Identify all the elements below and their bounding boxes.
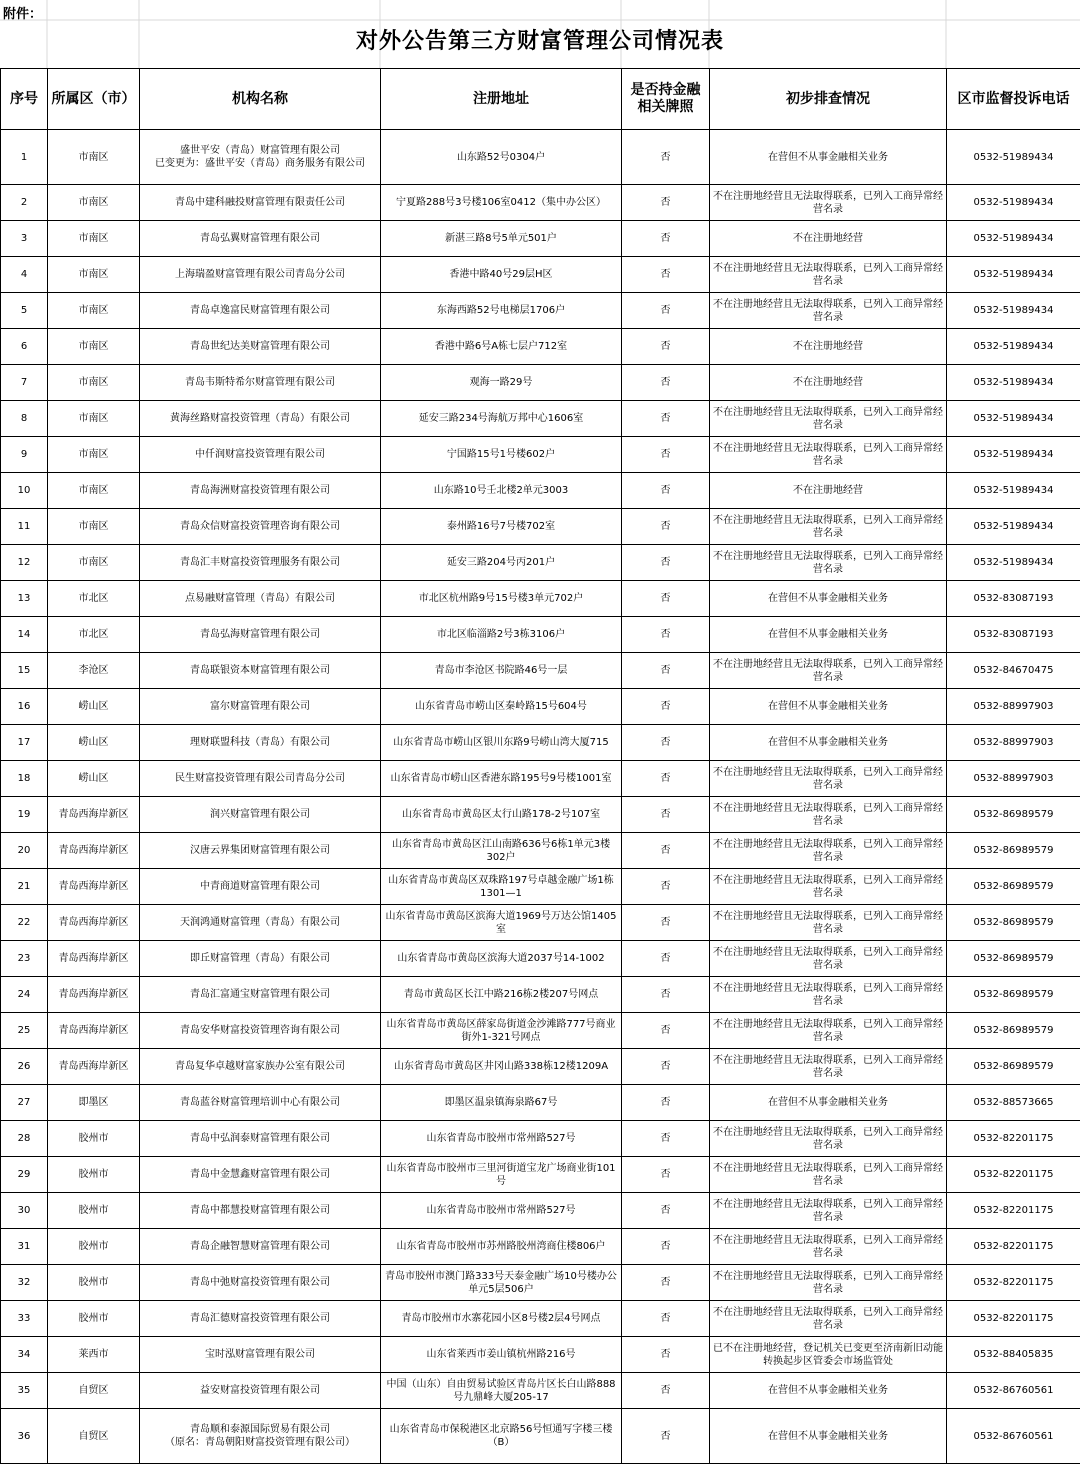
cell-complaint-phone: 0532-51989434 bbox=[947, 437, 1080, 473]
cell-complaint-phone: 0532-51989434 bbox=[947, 293, 1080, 329]
cell-company-name: 青岛弘海财富管理有限公司 bbox=[140, 617, 381, 653]
cell-district: 市南区 bbox=[48, 293, 140, 329]
cell-complaint-phone: 0532-82201175 bbox=[947, 1121, 1080, 1157]
cell-license: 否 bbox=[622, 941, 710, 977]
table-header-row bbox=[1, 69, 1080, 130]
cell-index: 31 bbox=[1, 1229, 48, 1265]
table-row bbox=[1, 905, 1080, 941]
cell-company-name: 青岛中弘润泰财富管理有限公司 bbox=[140, 1121, 381, 1157]
cell-complaint-phone: 0532-86989579 bbox=[947, 941, 1080, 977]
cell-investigation: 不在注册地经营 bbox=[710, 221, 947, 257]
cell-investigation: 不在注册地经营且无法取得联系，已列入工商异常经营名录 bbox=[710, 653, 947, 689]
cell-index: 18 bbox=[1, 761, 48, 797]
cell-address: 山东省青岛市黄岛区滨海大道2037号14-1002 bbox=[381, 941, 622, 977]
cell-complaint-phone: 0532-82201175 bbox=[947, 1193, 1080, 1229]
cell-address: 观海一路29号 bbox=[381, 365, 622, 401]
cell-company-name: 中仟润财富投资管理有限公司 bbox=[140, 437, 381, 473]
cell-complaint-phone: 0532-51989434 bbox=[947, 473, 1080, 509]
table-row bbox=[1, 545, 1080, 581]
cell-investigation: 不在注册地经营且无法取得联系，已列入工商异常经营名录 bbox=[710, 977, 947, 1013]
cell-address: 山东省青岛市崂山区秦岭路15号604号 bbox=[381, 689, 622, 725]
cell-district: 市南区 bbox=[48, 545, 140, 581]
cell-index: 14 bbox=[1, 617, 48, 653]
cell-investigation: 不在注册地经营且无法取得联系，已列入工商异常经营名录 bbox=[710, 1049, 947, 1085]
cell-district: 胶州市 bbox=[48, 1265, 140, 1301]
cell-district: 胶州市 bbox=[48, 1229, 140, 1265]
cell-investigation: 在营但不从事金融相关业务 bbox=[710, 130, 947, 185]
cell-license: 否 bbox=[622, 725, 710, 761]
cell-district: 李沧区 bbox=[48, 653, 140, 689]
cell-complaint-phone: 0532-86989579 bbox=[947, 1049, 1080, 1085]
cell-index: 15 bbox=[1, 653, 48, 689]
cell-company-name: 青岛中金慧鑫财富管理有限公司 bbox=[140, 1157, 381, 1193]
cell-index: 35 bbox=[1, 1373, 48, 1409]
cell-index: 30 bbox=[1, 1193, 48, 1229]
cell-complaint-phone: 0532-88997903 bbox=[947, 725, 1080, 761]
cell-company-name: 青岛中都慧投财富管理有限公司 bbox=[140, 1193, 381, 1229]
cell-district: 青岛西海岸新区 bbox=[48, 905, 140, 941]
cell-investigation: 不在注册地经营且无法取得联系，已列入工商异常经营名录 bbox=[710, 833, 947, 869]
cell-license: 否 bbox=[622, 1049, 710, 1085]
cell-index: 2 bbox=[1, 185, 48, 221]
cell-investigation: 不在注册地经营且无法取得联系，已列入工商异常经营名录 bbox=[710, 545, 947, 581]
cell-license: 否 bbox=[622, 1085, 710, 1121]
cell-address: 山东省青岛市黄岛区江山南路636号6栋1单元3楼302户 bbox=[381, 833, 622, 869]
cell-license: 否 bbox=[622, 761, 710, 797]
cell-address: 香港中路40号29层H区 bbox=[381, 257, 622, 293]
cell-index: 12 bbox=[1, 545, 48, 581]
table-row bbox=[1, 185, 1080, 221]
cell-index: 24 bbox=[1, 977, 48, 1013]
cell-investigation: 在营但不从事金融相关业务 bbox=[710, 1085, 947, 1121]
cell-license: 否 bbox=[622, 437, 710, 473]
cell-license: 否 bbox=[622, 365, 710, 401]
table-row bbox=[1, 581, 1080, 617]
cell-license: 否 bbox=[622, 185, 710, 221]
cell-index: 13 bbox=[1, 581, 48, 617]
cell-address: 青岛市胶州市水寨花园小区8号楼2层4号网点 bbox=[381, 1301, 622, 1337]
attachment-label: 附件： bbox=[3, 3, 42, 22]
cell-investigation: 在营但不从事金融相关业务 bbox=[710, 725, 947, 761]
cell-company-name: 上海瑞盈财富管理有限公司青岛分公司 bbox=[140, 257, 381, 293]
cell-index: 17 bbox=[1, 725, 48, 761]
cell-investigation: 不在注册地经营 bbox=[710, 329, 947, 365]
table-row bbox=[1, 1049, 1080, 1085]
cell-license: 否 bbox=[622, 130, 710, 185]
cell-index: 25 bbox=[1, 1013, 48, 1049]
cell-investigation: 不在注册地经营且无法取得联系，已列入工商异常经营名录 bbox=[710, 1013, 947, 1049]
cell-license: 否 bbox=[622, 221, 710, 257]
header-complaint-phone: 区市监督投诉电话 bbox=[947, 69, 1080, 130]
cell-investigation: 不在注册地经营且无法取得联系，已列入工商异常经营名录 bbox=[710, 797, 947, 833]
cell-company-name: 即丘财富管理（青岛）有限公司 bbox=[140, 941, 381, 977]
table-row bbox=[1, 1229, 1080, 1265]
cell-index: 34 bbox=[1, 1337, 48, 1373]
cell-license: 否 bbox=[622, 581, 710, 617]
cell-district: 崂山区 bbox=[48, 689, 140, 725]
cell-investigation: 不在注册地经营且无法取得联系，已列入工商异常经营名录 bbox=[710, 1265, 947, 1301]
cell-company-name: 青岛复华卓越财富家族办公室有限公司 bbox=[140, 1049, 381, 1085]
cell-address: 山东省青岛市黄岛区井冈山路338栋12楼1209A bbox=[381, 1049, 622, 1085]
table-row bbox=[1, 1193, 1080, 1229]
cell-address: 市北区杭州路9号15号楼3单元702户 bbox=[381, 581, 622, 617]
cell-complaint-phone: 0532-51989434 bbox=[947, 329, 1080, 365]
cell-district: 青岛西海岸新区 bbox=[48, 977, 140, 1013]
cell-license: 否 bbox=[622, 1373, 710, 1409]
cell-district: 胶州市 bbox=[48, 1121, 140, 1157]
cell-license: 否 bbox=[622, 1013, 710, 1049]
table-row bbox=[1, 725, 1080, 761]
cell-index: 1 bbox=[1, 130, 48, 185]
header-address: 注册地址 bbox=[381, 69, 622, 130]
cell-complaint-phone: 0532-82201175 bbox=[947, 1229, 1080, 1265]
cell-license: 否 bbox=[622, 293, 710, 329]
cell-index: 32 bbox=[1, 1265, 48, 1301]
cell-district: 市北区 bbox=[48, 581, 140, 617]
cell-license: 否 bbox=[622, 689, 710, 725]
cell-company-name: 青岛顺和泰源国际贸易有限公司 （原名：青岛朝阳财富投资管理有限公司） bbox=[140, 1409, 381, 1464]
cell-index: 33 bbox=[1, 1301, 48, 1337]
table-row bbox=[1, 689, 1080, 725]
cell-company-name: 润兴财富管理有限公司 bbox=[140, 797, 381, 833]
header-company-name: 机构名称 bbox=[140, 69, 381, 130]
cell-district: 青岛西海岸新区 bbox=[48, 797, 140, 833]
cell-address: 即墨区温泉镇海泉路67号 bbox=[381, 1085, 622, 1121]
cell-index: 10 bbox=[1, 473, 48, 509]
table-row bbox=[1, 473, 1080, 509]
cell-district: 市南区 bbox=[48, 185, 140, 221]
table-row bbox=[1, 365, 1080, 401]
cell-address: 中国（山东）自由贸易试验区青岛片区长白山路888号九鼎峰大厦205-17 bbox=[381, 1373, 622, 1409]
table-row bbox=[1, 257, 1080, 293]
table-row bbox=[1, 509, 1080, 545]
cell-address: 青岛市李沧区书院路46号一层 bbox=[381, 653, 622, 689]
cell-company-name: 益安财富投资管理有限公司 bbox=[140, 1373, 381, 1409]
cell-company-name: 理财联盟科技（青岛）有限公司 bbox=[140, 725, 381, 761]
cell-investigation: 不在注册地经营且无法取得联系，已列入工商异常经营名录 bbox=[710, 761, 947, 797]
cell-address: 山东路52号0304户 bbox=[381, 130, 622, 185]
cell-index: 36 bbox=[1, 1409, 48, 1464]
cell-district: 青岛西海岸新区 bbox=[48, 1013, 140, 1049]
cell-complaint-phone: 0532-88997903 bbox=[947, 761, 1080, 797]
cell-index: 21 bbox=[1, 869, 48, 905]
cell-complaint-phone: 0532-51989434 bbox=[947, 401, 1080, 437]
cell-investigation: 在营但不从事金融相关业务 bbox=[710, 581, 947, 617]
cell-complaint-phone: 0532-88405835 bbox=[947, 1337, 1080, 1373]
cell-address: 宁国路15号1号楼602户 bbox=[381, 437, 622, 473]
table-row bbox=[1, 1085, 1080, 1121]
cell-investigation: 不在注册地经营且无法取得联系，已列入工商异常经营名录 bbox=[710, 1121, 947, 1157]
cell-license: 否 bbox=[622, 797, 710, 833]
cell-index: 16 bbox=[1, 689, 48, 725]
cell-license: 否 bbox=[622, 833, 710, 869]
cell-complaint-phone: 0532-86989579 bbox=[947, 833, 1080, 869]
cell-complaint-phone: 0532-51989434 bbox=[947, 545, 1080, 581]
table-row bbox=[1, 1373, 1080, 1409]
cell-complaint-phone: 0532-83087193 bbox=[947, 617, 1080, 653]
table-row bbox=[1, 653, 1080, 689]
cell-license: 否 bbox=[622, 1229, 710, 1265]
table-row bbox=[1, 1013, 1080, 1049]
cell-district: 市南区 bbox=[48, 437, 140, 473]
cell-investigation: 不在注册地经营且无法取得联系，已列入工商异常经营名录 bbox=[710, 509, 947, 545]
cell-index: 27 bbox=[1, 1085, 48, 1121]
cell-investigation: 不在注册地经营且无法取得联系，已列入工商异常经营名录 bbox=[710, 1301, 947, 1337]
cell-investigation: 不在注册地经营且无法取得联系，已列入工商异常经营名录 bbox=[710, 293, 947, 329]
table-row bbox=[1, 437, 1080, 473]
table-row bbox=[1, 401, 1080, 437]
cell-district: 胶州市 bbox=[48, 1157, 140, 1193]
cell-address: 青岛市胶州市澳门路333号天泰金融广场10号楼办公单元5层506户 bbox=[381, 1265, 622, 1301]
cell-district: 市北区 bbox=[48, 617, 140, 653]
cell-complaint-phone: 0532-86989579 bbox=[947, 797, 1080, 833]
table-row bbox=[1, 761, 1080, 797]
cell-address: 新湛三路8号5单元501户 bbox=[381, 221, 622, 257]
cell-complaint-phone: 0532-88573665 bbox=[947, 1085, 1080, 1121]
cell-address: 山东省青岛市胶州市苏州路胶州湾商住楼806户 bbox=[381, 1229, 622, 1265]
cell-address: 市北区临淄路2号3栋3106户 bbox=[381, 617, 622, 653]
cell-address: 东海西路52号电梯层1706户 bbox=[381, 293, 622, 329]
cell-district: 莱西市 bbox=[48, 1337, 140, 1373]
cell-complaint-phone: 0532-82201175 bbox=[947, 1301, 1080, 1337]
cell-license: 否 bbox=[622, 1193, 710, 1229]
cell-investigation: 在营但不从事金融相关业务 bbox=[710, 1409, 947, 1464]
cell-license: 否 bbox=[622, 1157, 710, 1193]
cell-complaint-phone: 0532-51989434 bbox=[947, 130, 1080, 185]
cell-license: 否 bbox=[622, 869, 710, 905]
cell-investigation: 已不在注册地经营，登记机关已变更至济南新旧动能转换起步区管委会市场监管处 bbox=[710, 1337, 947, 1373]
company-table bbox=[0, 68, 1080, 1464]
table-row bbox=[1, 221, 1080, 257]
cell-complaint-phone: 0532-88997903 bbox=[947, 689, 1080, 725]
cell-company-name: 青岛弘翼财富管理有限公司 bbox=[140, 221, 381, 257]
cell-complaint-phone: 0532-86989579 bbox=[947, 1013, 1080, 1049]
cell-district: 青岛西海岸新区 bbox=[48, 833, 140, 869]
cell-complaint-phone: 0532-51989434 bbox=[947, 221, 1080, 257]
cell-company-name: 青岛企融智慧财富管理有限公司 bbox=[140, 1229, 381, 1265]
cell-company-name: 中青商道财富管理有限公司 bbox=[140, 869, 381, 905]
cell-index: 8 bbox=[1, 401, 48, 437]
cell-company-name: 青岛汇丰财富投资管理服务有限公司 bbox=[140, 545, 381, 581]
cell-complaint-phone: 0532-51989434 bbox=[947, 257, 1080, 293]
cell-license: 否 bbox=[622, 473, 710, 509]
cell-company-name: 青岛蓝谷财富管理培训中心有限公司 bbox=[140, 1085, 381, 1121]
cell-district: 市南区 bbox=[48, 509, 140, 545]
cell-address: 山东省青岛市黄岛区薛家岛街道金沙滩路777号商业街外1-321号网点 bbox=[381, 1013, 622, 1049]
table-row bbox=[1, 869, 1080, 905]
table-row bbox=[1, 130, 1080, 185]
table-row bbox=[1, 329, 1080, 365]
cell-district: 市南区 bbox=[48, 329, 140, 365]
cell-address: 山东省青岛市黄岛区滨海大道1969号万达公馆1405室 bbox=[381, 905, 622, 941]
cell-complaint-phone: 0532-51989434 bbox=[947, 365, 1080, 401]
cell-license: 否 bbox=[622, 1409, 710, 1464]
table-row bbox=[1, 833, 1080, 869]
cell-investigation: 不在注册地经营且无法取得联系，已列入工商异常经营名录 bbox=[710, 185, 947, 221]
cell-address: 山东省青岛市黄岛区双珠路197号卓越金融广场1栋1301—1 bbox=[381, 869, 622, 905]
cell-license: 否 bbox=[622, 401, 710, 437]
cell-district: 崂山区 bbox=[48, 761, 140, 797]
table-row bbox=[1, 1337, 1080, 1373]
table-row bbox=[1, 977, 1080, 1013]
cell-company-name: 黄海丝路财富投资管理（青岛）有限公司 bbox=[140, 401, 381, 437]
cell-index: 5 bbox=[1, 293, 48, 329]
cell-index: 26 bbox=[1, 1049, 48, 1085]
cell-complaint-phone: 0532-86760561 bbox=[947, 1373, 1080, 1409]
header-district: 所属区（市） bbox=[48, 69, 140, 130]
cell-complaint-phone: 0532-86989579 bbox=[947, 869, 1080, 905]
cell-address: 青岛市黄岛区长江中路216栋2楼207号网点 bbox=[381, 977, 622, 1013]
cell-license: 否 bbox=[622, 1301, 710, 1337]
cell-address: 山东省青岛市黄岛区太行山路178-2号107室 bbox=[381, 797, 622, 833]
cell-address: 山东省莱西市姜山镇杭州路216号 bbox=[381, 1337, 622, 1373]
cell-index: 4 bbox=[1, 257, 48, 293]
cell-investigation: 不在注册地经营且无法取得联系，已列入工商异常经营名录 bbox=[710, 1193, 947, 1229]
cell-district: 胶州市 bbox=[48, 1193, 140, 1229]
cell-district: 自贸区 bbox=[48, 1409, 140, 1464]
cell-company-name: 青岛海洲财富投资管理有限公司 bbox=[140, 473, 381, 509]
cell-district: 市南区 bbox=[48, 473, 140, 509]
cell-index: 19 bbox=[1, 797, 48, 833]
cell-investigation: 在营但不从事金融相关业务 bbox=[710, 617, 947, 653]
cell-company-name: 富尔财富管理有限公司 bbox=[140, 689, 381, 725]
cell-complaint-phone: 0532-82201175 bbox=[947, 1265, 1080, 1301]
cell-district: 青岛西海岸新区 bbox=[48, 869, 140, 905]
cell-district: 市南区 bbox=[48, 365, 140, 401]
cell-investigation: 不在注册地经营且无法取得联系，已列入工商异常经营名录 bbox=[710, 437, 947, 473]
cell-investigation: 不在注册地经营且无法取得联系，已列入工商异常经营名录 bbox=[710, 941, 947, 977]
cell-complaint-phone: 0532-51989434 bbox=[947, 185, 1080, 221]
cell-index: 6 bbox=[1, 329, 48, 365]
cell-company-name: 青岛联银资本财富管理有限公司 bbox=[140, 653, 381, 689]
cell-district: 市南区 bbox=[48, 257, 140, 293]
cell-license: 否 bbox=[622, 1121, 710, 1157]
cell-company-name: 青岛汇德财富投资管理有限公司 bbox=[140, 1301, 381, 1337]
cell-complaint-phone: 0532-83087193 bbox=[947, 581, 1080, 617]
cell-investigation: 不在注册地经营 bbox=[710, 473, 947, 509]
cell-district: 即墨区 bbox=[48, 1085, 140, 1121]
cell-address: 山东省青岛市胶州市常州路527号 bbox=[381, 1193, 622, 1229]
table-row bbox=[1, 1157, 1080, 1193]
cell-company-name: 青岛安华财富投资管理咨询有限公司 bbox=[140, 1013, 381, 1049]
cell-license: 否 bbox=[622, 1265, 710, 1301]
table-row bbox=[1, 1301, 1080, 1337]
cell-investigation: 在营但不从事金融相关业务 bbox=[710, 689, 947, 725]
cell-address: 香港中路6号A栋七层户712室 bbox=[381, 329, 622, 365]
cell-district: 市南区 bbox=[48, 130, 140, 185]
cell-address: 山东省青岛市崂山区香港东路195号9号楼1001室 bbox=[381, 761, 622, 797]
cell-investigation: 不在注册地经营 bbox=[710, 365, 947, 401]
cell-company-name: 天润鸿通财富管理（青岛）有限公司 bbox=[140, 905, 381, 941]
cell-district: 青岛西海岸新区 bbox=[48, 1049, 140, 1085]
table-row bbox=[1, 1409, 1080, 1464]
table-row bbox=[1, 293, 1080, 329]
cell-company-name: 汉唐云界集团财富管理有限公司 bbox=[140, 833, 381, 869]
cell-address: 宁夏路288号3号楼106室0412（集中办公区） bbox=[381, 185, 622, 221]
page-title: 对外公告第三方财富管理公司情况表 bbox=[0, 24, 1080, 55]
cell-complaint-phone: 0532-86989579 bbox=[947, 977, 1080, 1013]
cell-index: 29 bbox=[1, 1157, 48, 1193]
cell-address: 延安三路234号海航万邦中心1606室 bbox=[381, 401, 622, 437]
cell-index: 22 bbox=[1, 905, 48, 941]
header-investigation: 初步排查情况 bbox=[710, 69, 947, 130]
header-index: 序号 bbox=[1, 69, 48, 130]
cell-index: 7 bbox=[1, 365, 48, 401]
cell-complaint-phone: 0532-51989434 bbox=[947, 509, 1080, 545]
cell-complaint-phone: 0532-82201175 bbox=[947, 1157, 1080, 1193]
cell-license: 否 bbox=[622, 257, 710, 293]
cell-company-name: 青岛卓逸富民财富管理有限公司 bbox=[140, 293, 381, 329]
cell-company-name: 点易融财富管理（青岛）有限公司 bbox=[140, 581, 381, 617]
table-row bbox=[1, 1121, 1080, 1157]
cell-investigation: 不在注册地经营且无法取得联系，已列入工商异常经营名录 bbox=[710, 1229, 947, 1265]
table-row bbox=[1, 1265, 1080, 1301]
cell-investigation: 在营但不从事金融相关业务 bbox=[710, 1373, 947, 1409]
cell-company-name: 青岛汇富通宝财富管理有限公司 bbox=[140, 977, 381, 1013]
cell-index: 9 bbox=[1, 437, 48, 473]
cell-address: 山东省青岛市保税港区北京路56号恒通写字楼三楼（B） bbox=[381, 1409, 622, 1464]
cell-index: 11 bbox=[1, 509, 48, 545]
cell-company-name: 宝时泓财富管理有限公司 bbox=[140, 1337, 381, 1373]
cell-license: 否 bbox=[622, 545, 710, 581]
cell-index: 23 bbox=[1, 941, 48, 977]
cell-license: 否 bbox=[622, 329, 710, 365]
cell-complaint-phone: 0532-84670475 bbox=[947, 653, 1080, 689]
cell-company-name: 青岛韦斯特希尔财富管理有限公司 bbox=[140, 365, 381, 401]
cell-district: 胶州市 bbox=[48, 1301, 140, 1337]
cell-district: 自贸区 bbox=[48, 1373, 140, 1409]
cell-investigation: 不在注册地经营且无法取得联系，已列入工商异常经营名录 bbox=[710, 869, 947, 905]
cell-index: 28 bbox=[1, 1121, 48, 1157]
table-row bbox=[1, 617, 1080, 653]
cell-company-name: 青岛中建科融投财富管理有限责任公司 bbox=[140, 185, 381, 221]
cell-license: 否 bbox=[622, 977, 710, 1013]
table-row bbox=[1, 941, 1080, 977]
cell-company-name: 青岛世纪达美财富管理有限公司 bbox=[140, 329, 381, 365]
cell-license: 否 bbox=[622, 617, 710, 653]
cell-license: 否 bbox=[622, 905, 710, 941]
cell-address: 山东省青岛市胶州市三里河街道宝龙广场商业街101号 bbox=[381, 1157, 622, 1193]
cell-index: 3 bbox=[1, 221, 48, 257]
cell-investigation: 不在注册地经营且无法取得联系，已列入工商异常经营名录 bbox=[710, 257, 947, 293]
cell-district: 崂山区 bbox=[48, 725, 140, 761]
cell-address: 山东省青岛市胶州市常州路527号 bbox=[381, 1121, 622, 1157]
cell-complaint-phone: 0532-86760561 bbox=[947, 1409, 1080, 1464]
cell-investigation: 不在注册地经营且无法取得联系，已列入工商异常经营名录 bbox=[710, 905, 947, 941]
cell-company-name: 青岛众信财富投资管理咨询有限公司 bbox=[140, 509, 381, 545]
cell-address: 泰州路16号7号楼702室 bbox=[381, 509, 622, 545]
cell-license: 否 bbox=[622, 1337, 710, 1373]
header-license: 是否持金融相关牌照 bbox=[622, 69, 710, 130]
cell-district: 市南区 bbox=[48, 221, 140, 257]
cell-complaint-phone: 0532-86989579 bbox=[947, 905, 1080, 941]
cell-district: 市南区 bbox=[48, 401, 140, 437]
cell-license: 否 bbox=[622, 653, 710, 689]
cell-company-name: 民生财富投资管理有限公司青岛分公司 bbox=[140, 761, 381, 797]
cell-address: 延安三路204号丙201户 bbox=[381, 545, 622, 581]
table-row bbox=[1, 797, 1080, 833]
cell-company-name: 盛世平安（青岛）财富管理有限公司 已变更为：盛世平安（青岛）商务服务有限公司 bbox=[140, 130, 381, 185]
cell-investigation: 不在注册地经营且无法取得联系，已列入工商异常经营名录 bbox=[710, 401, 947, 437]
cell-address: 山东省青岛市崂山区银川东路9号崂山湾大厦715 bbox=[381, 725, 622, 761]
cell-investigation: 不在注册地经营且无法取得联系，已列入工商异常经营名录 bbox=[710, 1157, 947, 1193]
cell-license: 否 bbox=[622, 509, 710, 545]
cell-company-name: 青岛中弛财富投资管理有限公司 bbox=[140, 1265, 381, 1301]
cell-address: 山东路10号壬北楼2单元3003 bbox=[381, 473, 622, 509]
cell-district: 青岛西海岸新区 bbox=[48, 941, 140, 977]
cell-index: 20 bbox=[1, 833, 48, 869]
